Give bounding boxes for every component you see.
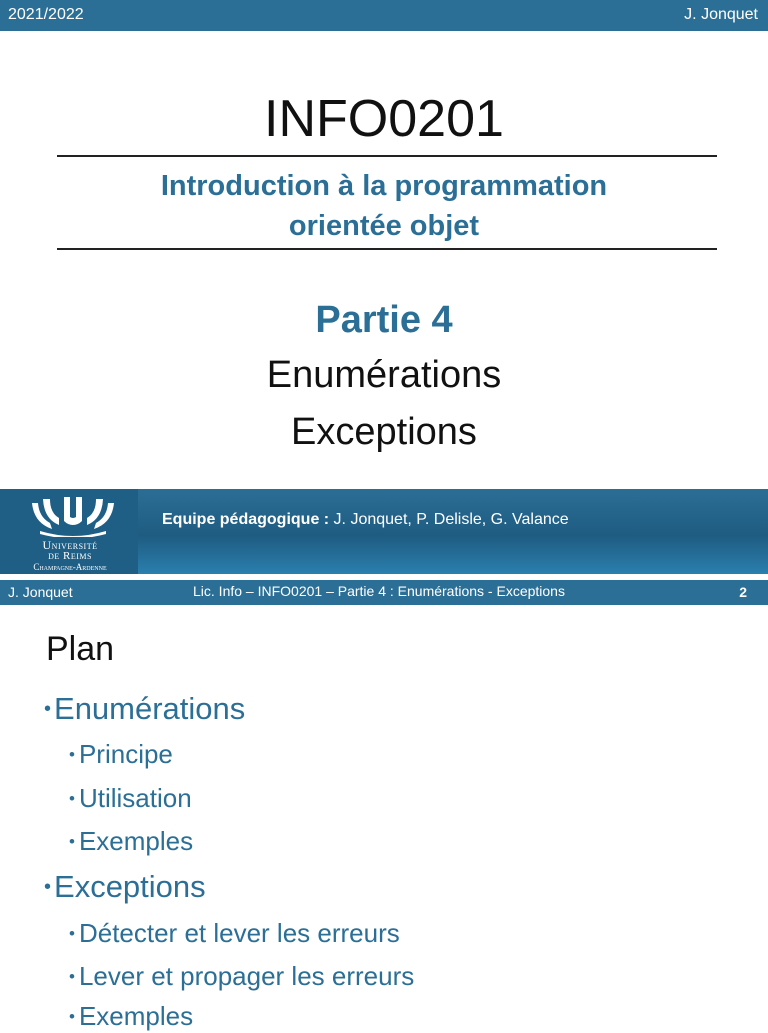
course-subtitle bbox=[0, 166, 768, 246]
plan-subitem bbox=[69, 825, 193, 858]
plan-item-exceptions bbox=[44, 868, 206, 906]
teaching-team bbox=[162, 511, 569, 529]
top-bar bbox=[0, 0, 768, 31]
logo-text-line-3: Champagne-Ardenne bbox=[33, 562, 107, 572]
slide-page-number: 2 bbox=[739, 584, 747, 600]
plan-subitem bbox=[69, 917, 400, 950]
title-rule-bottom bbox=[57, 248, 717, 250]
topic-enumerations: Enumérations bbox=[266, 354, 502, 396]
bullet-icon: • bbox=[69, 924, 75, 943]
plan-subitem-label: Utilisation bbox=[78, 783, 192, 813]
bullet-icon: • bbox=[69, 1007, 75, 1026]
bullet-icon: • bbox=[69, 832, 75, 851]
plan-subitem-label: Exemples bbox=[78, 1001, 194, 1031]
plan-item-label: Exceptions bbox=[54, 869, 206, 904]
plan-subitem-label: Principe bbox=[78, 739, 173, 769]
slide2-header-bar bbox=[0, 580, 768, 605]
teaching-team-label: Equipe pédagogique : bbox=[162, 511, 330, 528]
plan-item-label: Enumérations bbox=[54, 691, 246, 726]
university-emblem-icon bbox=[30, 497, 116, 537]
plan-subitem bbox=[69, 1000, 193, 1033]
plan-subitem-label: Lever et propager les erreurs bbox=[78, 961, 415, 991]
bullet-icon: • bbox=[44, 876, 52, 898]
subtitle-line-1: Introduction à la programmation bbox=[160, 170, 608, 202]
bullet-icon: • bbox=[69, 789, 75, 808]
plan-subitem bbox=[69, 738, 173, 771]
slide2-header-title: Lic. Info – INFO0201 – Partie 4 : Enumérations - Exceptions bbox=[193, 583, 565, 599]
logo-text-line-1: Université bbox=[42, 538, 98, 552]
bullet-icon: • bbox=[44, 698, 52, 720]
plan-subitem-label: Exemples bbox=[78, 826, 194, 856]
teaching-team-names: J. Jonquet, P. Delisle, G. Valance bbox=[329, 511, 569, 528]
plan-title: Plan bbox=[46, 630, 115, 668]
title-rule-top bbox=[57, 155, 717, 157]
topic-exceptions: Exceptions bbox=[291, 411, 477, 453]
bullet-icon: • bbox=[69, 967, 75, 986]
plan-subitem bbox=[69, 960, 414, 993]
subtitle-line-2: orientée objet bbox=[288, 210, 480, 242]
year-label: 2021/2022 bbox=[8, 6, 84, 23]
course-code-title: INFO0201 bbox=[264, 90, 504, 148]
author-label: J. Jonquet bbox=[684, 6, 758, 23]
plan-subitem-label: Détecter et lever les erreurs bbox=[78, 918, 400, 948]
slide2-header-author: J. Jonquet bbox=[8, 584, 73, 600]
part-heading: Partie 4 bbox=[315, 299, 453, 341]
logo-text-line-2: de Reims bbox=[48, 550, 92, 562]
plan-subitem bbox=[69, 782, 192, 815]
plan-item-enumerations bbox=[44, 690, 245, 728]
bullet-icon: • bbox=[69, 745, 75, 764]
